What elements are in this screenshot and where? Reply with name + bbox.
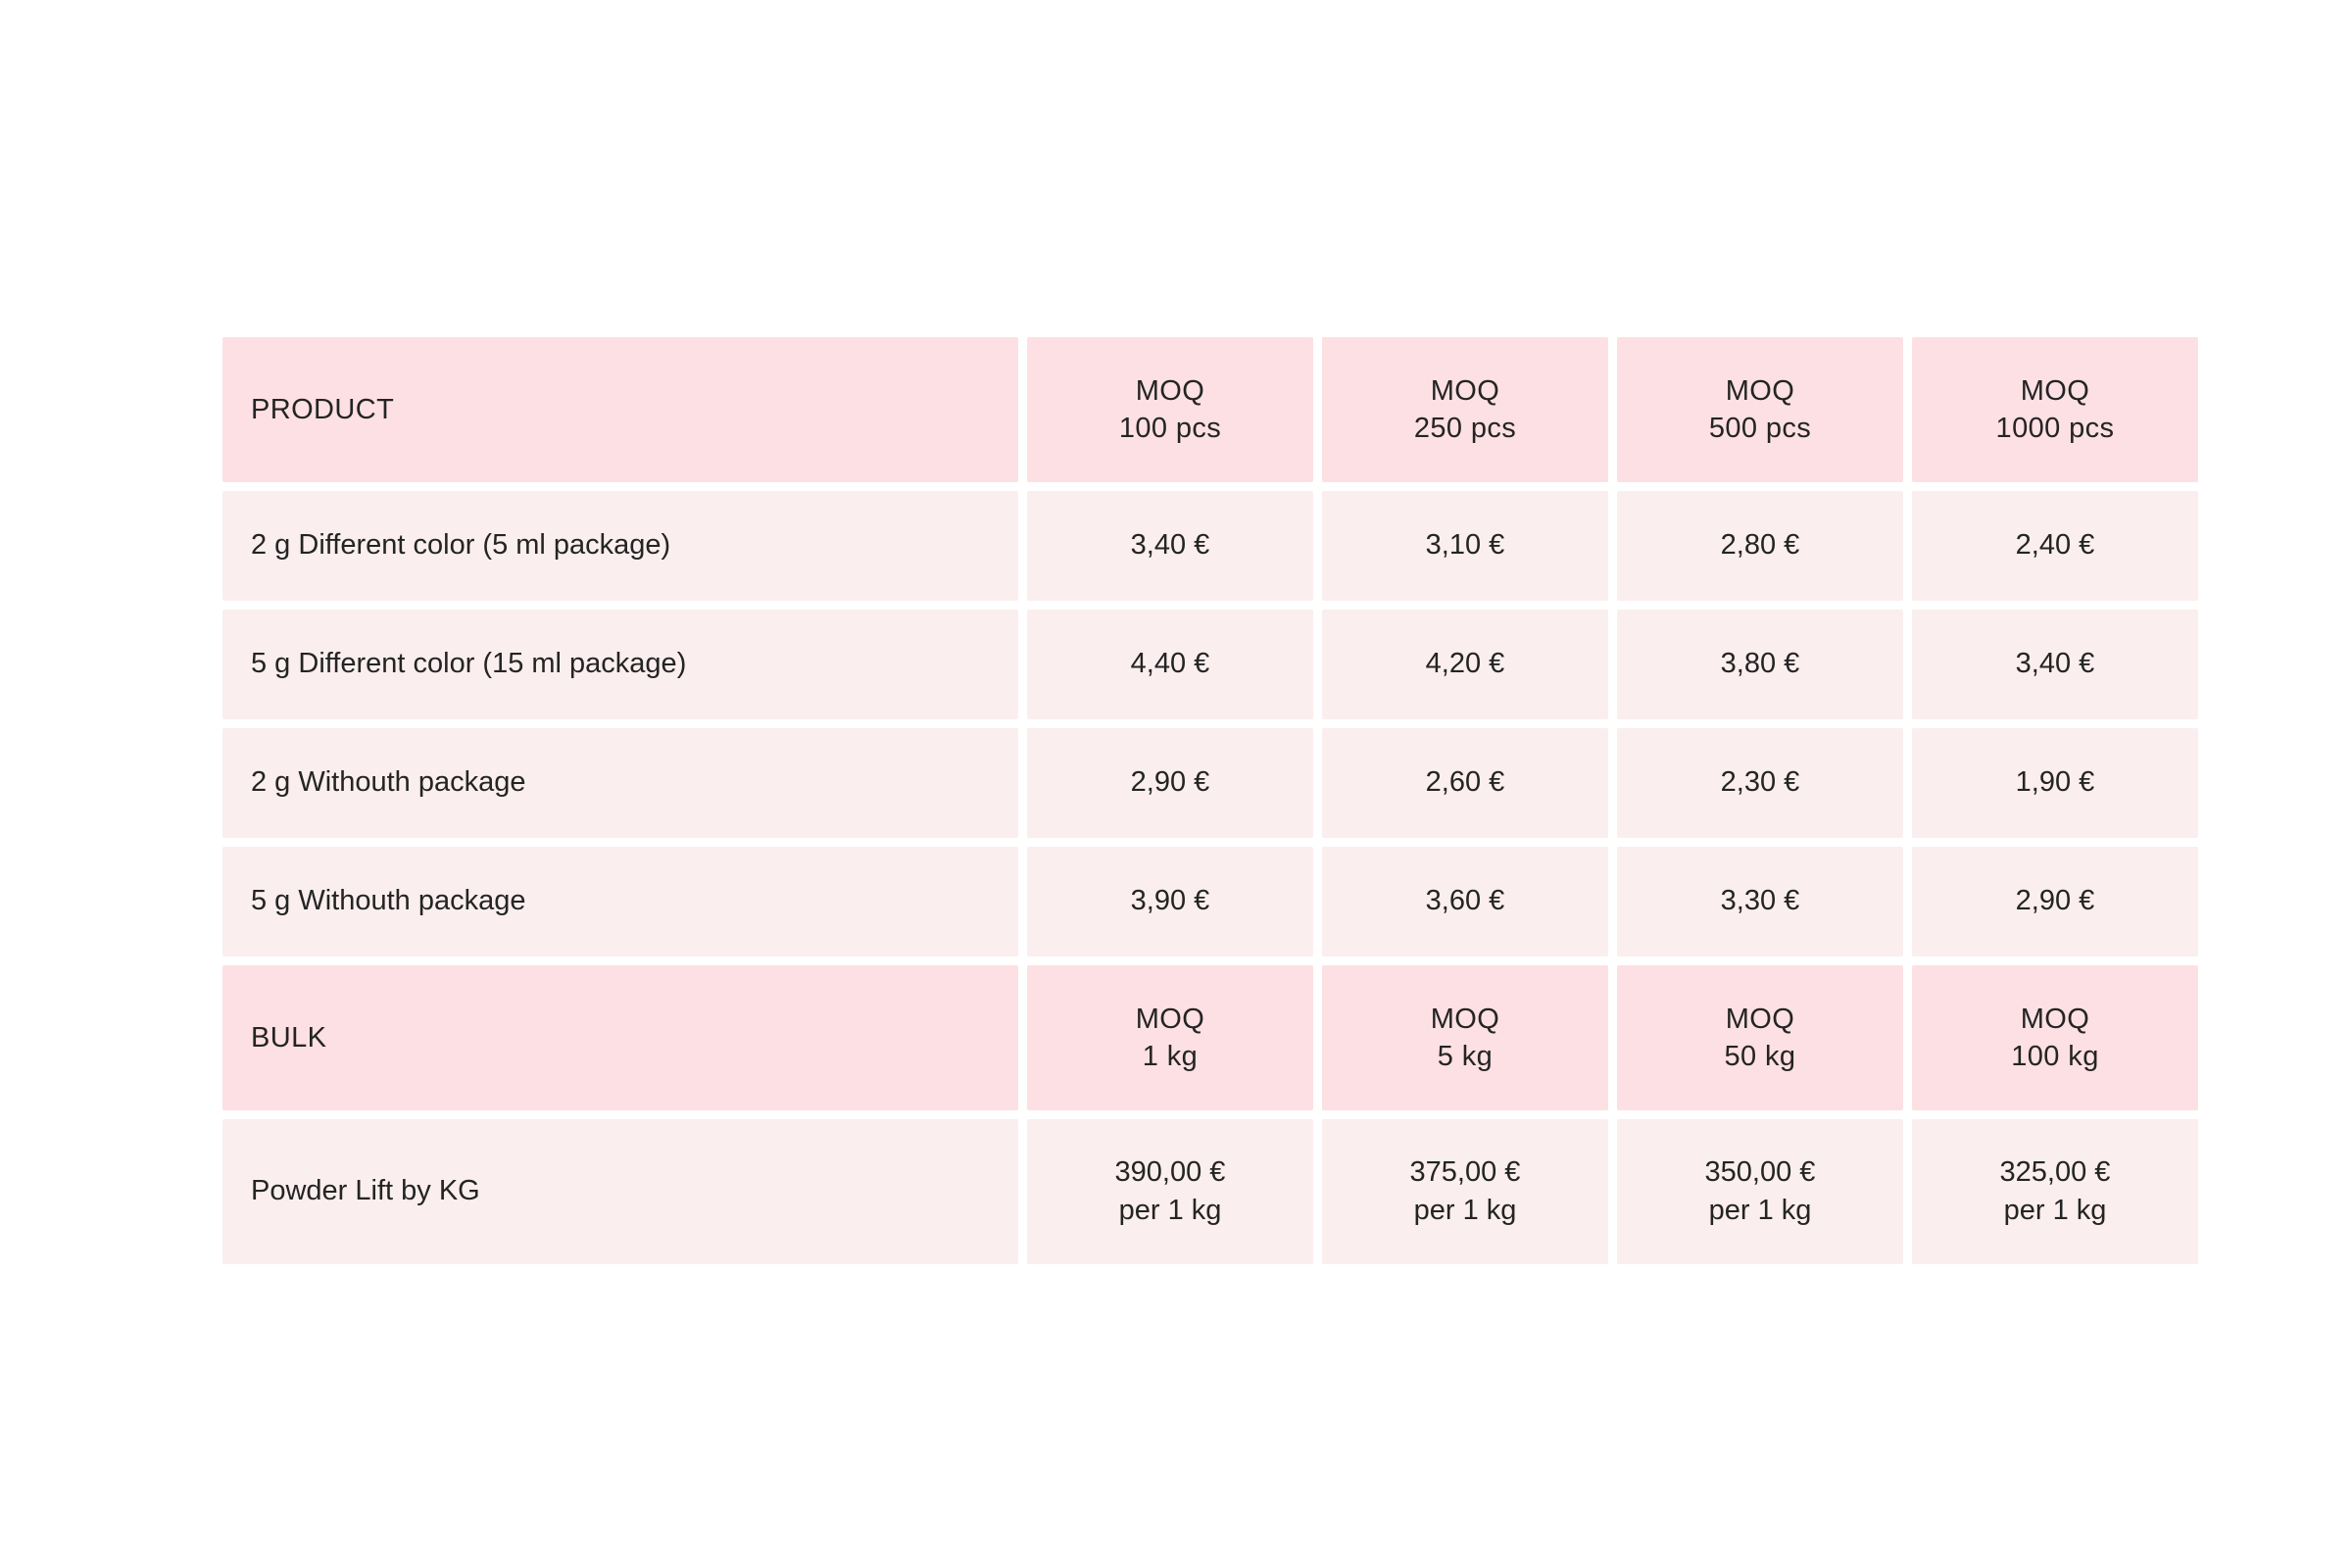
table-row [222, 847, 2198, 956]
product-name: 2 g Withouth package [251, 766, 526, 799]
page-title: PRODUCT [251, 393, 395, 425]
moq-quantity: 500 pcs [1708, 413, 1812, 444]
price-value: 4,20 € [1425, 648, 1505, 680]
bulk-moq-cell-3 [1617, 965, 1903, 1110]
bulk-header-row [222, 965, 2198, 1110]
header-moq-cell-2 [1322, 337, 1608, 482]
table-row [222, 1119, 2198, 1264]
price-cell [1322, 610, 1608, 719]
moq-quantity: 1 kg [1142, 1041, 1199, 1072]
price-value: 3,40 € [1130, 529, 1210, 562]
moq-label: MOQ [1725, 1003, 1795, 1035]
price-value: 3,30 € [1720, 885, 1800, 917]
price-cell [1912, 728, 2198, 838]
header-moq-cell-3 [1617, 337, 1903, 482]
price-unit: per 1 kg [1708, 1195, 1812, 1226]
bulk-moq-cell-4 [1912, 965, 2198, 1110]
price-value: 1,90 € [2015, 766, 2095, 799]
moq-quantity: 100 pcs [1118, 413, 1222, 444]
header-moq-cell-4 [1912, 337, 2198, 482]
price-cell [1617, 491, 1903, 601]
price-value: 350,00 € [1704, 1155, 1816, 1188]
price-value: 3,90 € [1130, 885, 1210, 917]
bulk-moq-cell-2 [1322, 965, 1608, 1110]
bulk-label-cell [222, 965, 1018, 1110]
price-cell [1322, 728, 1608, 838]
price-table [214, 328, 2207, 1273]
price-cell [1912, 1119, 2198, 1264]
price-cell [1912, 610, 2198, 719]
price-value: 390,00 € [1114, 1155, 1226, 1188]
price-cell [1027, 610, 1313, 719]
moq-quantity: 50 kg [1724, 1041, 1796, 1072]
price-value: 3,80 € [1720, 648, 1800, 680]
price-cell [1617, 610, 1903, 719]
price-cell [1617, 728, 1903, 838]
product-name: 2 g Different color (5 ml package) [251, 529, 671, 562]
product-name-cell [222, 610, 1018, 719]
moq-label: MOQ [1135, 374, 1205, 407]
price-value: 375,00 € [1409, 1155, 1521, 1188]
price-value: 4,40 € [1130, 648, 1210, 680]
price-value: 2,80 € [1720, 529, 1800, 562]
moq-label: MOQ [1430, 1003, 1500, 1035]
bulk-section-title: BULK [251, 1021, 327, 1054]
price-value: 3,40 € [2015, 648, 2095, 680]
price-value: 2,90 € [2015, 885, 2095, 917]
price-value: 2,40 € [2015, 529, 2095, 562]
product-name: 5 g Withouth package [251, 885, 526, 917]
product-name-cell [222, 847, 1018, 956]
product-name: Powder Lift by KG [251, 1175, 480, 1207]
header-moq-cell-1 [1027, 337, 1313, 482]
price-cell [1027, 491, 1313, 601]
price-cell [1322, 1119, 1608, 1264]
price-unit: per 1 kg [1413, 1195, 1517, 1226]
moq-quantity: 5 kg [1437, 1041, 1494, 1072]
moq-label: MOQ [1725, 374, 1795, 407]
price-value: 3,10 € [1425, 529, 1505, 562]
price-list-sheet [214, 328, 2154, 1273]
moq-quantity: 1000 pcs [1995, 413, 2115, 444]
table-header-row [222, 337, 2198, 482]
price-cell [1322, 847, 1608, 956]
price-value: 3,60 € [1425, 885, 1505, 917]
price-unit: per 1 kg [2003, 1195, 2107, 1226]
price-cell [1912, 847, 2198, 956]
price-cell [1027, 728, 1313, 838]
price-value: 2,60 € [1425, 766, 1505, 799]
product-name-cell [222, 491, 1018, 601]
price-value: 2,30 € [1720, 766, 1800, 799]
moq-quantity: 100 kg [2011, 1041, 2099, 1072]
product-name: 5 g Different color (15 ml package) [251, 648, 687, 680]
price-value: 325,00 € [1999, 1155, 2111, 1188]
price-cell [1617, 847, 1903, 956]
price-cell [1027, 1119, 1313, 1264]
moq-quantity: 250 pcs [1413, 413, 1517, 444]
header-product-cell [222, 337, 1018, 482]
price-cell [1912, 491, 2198, 601]
price-value: 2,90 € [1130, 766, 1210, 799]
moq-label: MOQ [1135, 1003, 1205, 1035]
price-cell [1027, 847, 1313, 956]
moq-label: MOQ [2020, 374, 2090, 407]
table-row [222, 491, 2198, 601]
moq-label: MOQ [1430, 374, 1500, 407]
table-row [222, 610, 2198, 719]
price-cell [1617, 1119, 1903, 1264]
moq-label: MOQ [2020, 1003, 2090, 1035]
bulk-moq-cell-1 [1027, 965, 1313, 1110]
product-name-cell [222, 728, 1018, 838]
price-unit: per 1 kg [1118, 1195, 1222, 1226]
product-name-cell [222, 1119, 1018, 1264]
price-cell [1322, 491, 1608, 601]
table-row [222, 728, 2198, 838]
